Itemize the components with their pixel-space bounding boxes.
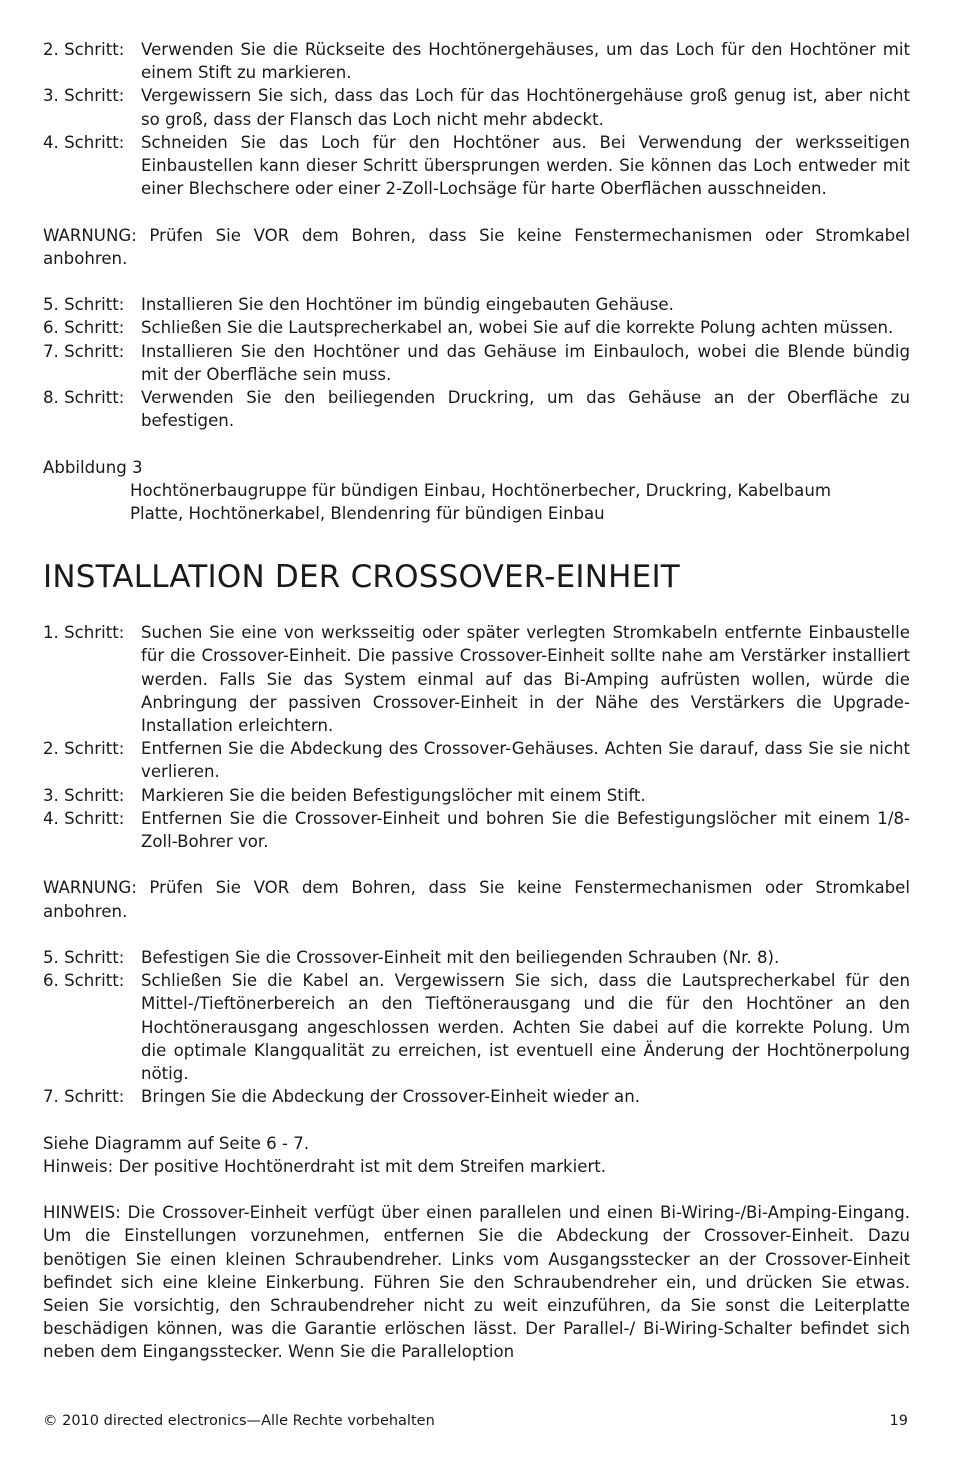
page-number: 19 — [889, 1413, 908, 1429]
step-text: Bringen Sie die Abdeckung der Crossover-Einheit wieder an. — [141, 1087, 640, 1107]
step-label: 2. Schritt: — [43, 40, 125, 59]
step-item — [43, 784, 910, 807]
step-label: 8. Schritt: — [43, 388, 125, 408]
figure-description-line: Platte, Hochtönerkabel, Blendenring für bündigen Einbau — [130, 504, 605, 524]
step-text: Installieren Sie den Hochtöner im bündig eingebauten Gehäuse. — [141, 295, 674, 315]
step-text: Installieren Sie den Hochtöner und das Gehäuse im Einbauloch, wobei die Blende bündig mit der Oberfläche sein muss. — [141, 341, 910, 384]
step-list-tweeter-mount — [43, 293, 910, 432]
step-label: 4. Schritt: — [43, 132, 125, 152]
step-item — [43, 316, 910, 339]
step-item — [43, 1085, 910, 1108]
figure-description-line: Hochtönerbaugruppe für bündigen Einbau, Hochtönerbecher, Druckring, Kabelbaum — [130, 480, 832, 500]
step-item — [43, 131, 910, 201]
manual-page — [43, 38, 910, 1364]
step-item — [43, 807, 910, 853]
step-label: 5. Schritt: — [43, 948, 125, 968]
step-label: 1. Schritt: — [43, 623, 125, 643]
step-list-crossover-prep — [43, 621, 910, 853]
copyright-text: © 2010 directed electronics—Alle Rechte vorbehalten — [43, 1413, 435, 1429]
figure-label: Abbildung 3 — [43, 457, 143, 477]
step-text: Markieren Sie die beiden Befestigungslöcher mit einem Stift. — [141, 785, 646, 805]
step-item — [43, 38, 910, 84]
step-label: 3. Schritt: — [43, 86, 125, 106]
step-list-crossover-mount — [43, 946, 910, 1108]
step-text: Verwenden Sie den beiliegenden Druckring, um das Gehäuse an der Oberfläche zu befestigen. — [141, 388, 910, 431]
warning-paragraph: WARNUNG: Prüfen Sie VOR dem Bohren, dass Sie keine Fenstermechanismen oder Stromkabel anbohren. — [43, 878, 910, 921]
step-item — [43, 340, 910, 386]
step-label: 6. Schritt: — [43, 971, 125, 991]
step-text: Schneiden Sie das Loch für den Hochtöner aus. Bei Verwendung der werksseitigen Einbaustellen kann dieser Schritt übersprungen werden. Sie können das Loch entweder mit einer Blechschere oder einer 2-Zoll-Lochsäge für harte Oberflächen ausschneiden. — [141, 132, 910, 199]
section-title: INSTALLATION DER CROSSOVER-EINHEIT — [43, 559, 680, 596]
warning-paragraph: WARNUNG: Prüfen Sie VOR dem Bohren, dass Sie keine Fenstermechanismen oder Stromkabel anbohren. — [43, 225, 910, 268]
page-footer — [43, 1411, 910, 1431]
step-list-tweeter-install — [43, 38, 910, 200]
step-label: 7. Schritt: — [43, 341, 125, 361]
hint-paragraph: Hinweis: Der positive Hochtönerdraht ist mit dem Streifen markiert. — [43, 1156, 607, 1176]
step-item — [43, 737, 910, 783]
step-label: 6. Schritt: — [43, 318, 125, 338]
step-text: Verwenden Sie die Rückseite des Hochtönergehäuses, um das Loch für den Hochtöner mit einem Stift zu markieren. — [141, 40, 910, 83]
step-text: Befestigen Sie die Crossover-Einheit mit den beiliegenden Schrauben (Nr. 8). — [141, 948, 780, 968]
step-text: Schließen Sie die Kabel an. Vergewissern Sie sich, dass die Lautsprecherkabel für den Mittel-/Tieftönerbereich an den Tieftönerausgang und die für den Hochtöner an den Hochtönerausgang angeschlossen werden. Achten Sie dabei auf die korrekte Polung. Um die optimale Klangqualität zu erreichen, ist eventuell eine Änderung der Hochtönerpolung nötig. — [141, 971, 910, 1084]
step-text: Entfernen Sie die Crossover-Einheit und bohren Sie die Befestigungslöcher mit einem 1/8-Zoll-Bohrer vor. — [141, 808, 910, 852]
step-item — [43, 386, 910, 432]
step-label: 3. Schritt: — [43, 785, 125, 805]
step-label: 4. Schritt: — [43, 808, 125, 828]
step-item — [43, 969, 910, 1085]
step-item — [43, 293, 910, 316]
step-text: Schließen Sie die Lautsprecherkabel an, wobei Sie auf die korrekte Polung achten müssen. — [141, 318, 894, 338]
step-label: 2. Schritt: — [43, 739, 125, 759]
step-label: 7. Schritt: — [43, 1087, 125, 1107]
step-label: 5. Schritt: — [43, 295, 125, 315]
step-text: Suchen Sie eine von werksseitig oder später verlegten Stromkabeln entfernte Einbaustelle für die Crossover-Einheit. Die passive Crossover-Einheit sollte nahe am Verstärker installiert werden. Falls Sie das System einmal auf das Bi-Amping aufrüsten wollen, würde die Anbringung der passiven Crossover-Einheit in der Nähe des Verstärkers die Upgrade-Installation erleichtern. — [141, 623, 910, 736]
step-item — [43, 84, 910, 130]
step-text: Entfernen Sie die Abdeckung des Crossover-Gehäuses. Achten Sie darauf, dass Sie sie nicht verlieren. — [141, 739, 910, 782]
step-text: Vergewissern Sie sich, dass das Loch für das Hochtönergehäuse groß genug ist, aber nicht so groß, dass der Flansch das Loch nicht mehr abdeckt. — [141, 86, 910, 129]
note-paragraph: HINWEIS: Die Crossover-Einheit verfügt über einen parallelen und einen Bi-Wiring-/Bi-Amping-Eingang. Um die Einstellungen vorzunehmen, entfernen Sie die Abdeckung der Crossover-Einheit. Dazu benötigen Sie einen kleinen Schraubendreher. Links vom Ausgangsstecker an der Crossover-Einheit befindet sich eine kleine Einkerbung. Führen Sie den Schraubendreher ein, und drücken Sie etwas. Seien Sie vorsichtig, den Schraubendreher nicht zu weit einzuführen, da Sie sonst die Leiterplatte beschädigen können, was die Garantie erlöschen lässt. Der Parallel-/ Bi-Wiring-Schalter befindet sich neben dem Eingangsstecker. Wenn Sie die Paralleloption — [43, 1203, 910, 1362]
step-item — [43, 621, 910, 737]
step-item — [43, 946, 910, 969]
diagram-reference: Siehe Diagramm auf Seite 6 - 7. — [43, 1133, 310, 1153]
